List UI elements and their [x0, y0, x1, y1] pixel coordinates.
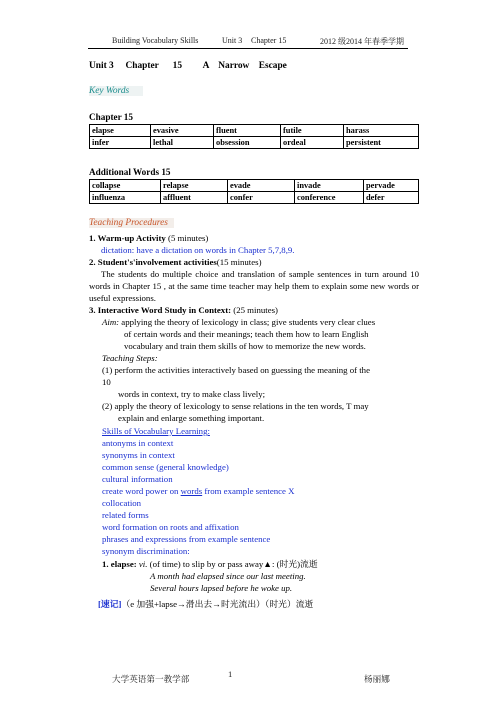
header-chapter: Chapter 15	[251, 36, 287, 45]
word-cell: lethal	[151, 137, 214, 149]
step3-line	[89, 304, 278, 316]
word-cell: futile	[281, 125, 344, 137]
entry-memo	[98, 598, 313, 610]
additional-word-table	[89, 179, 419, 204]
entry-pos: vi.	[136, 559, 148, 569]
skill-item: common sense (general knowledge)	[102, 462, 229, 472]
table-row	[90, 180, 419, 192]
aim-line	[102, 316, 375, 328]
unit-title: Unit 3 Chapter 15 A Narrow Escape	[89, 61, 287, 71]
word-cell: conference	[295, 192, 364, 204]
skill-item: cultural information	[102, 474, 173, 484]
skill-item: antonyms in context	[102, 438, 174, 448]
entry-definition	[102, 558, 318, 570]
teaching-step-1-cont2: words in context, try to make class lively;	[118, 389, 266, 399]
word-cell: collapse	[90, 180, 161, 192]
footer-author: 杨丽娜	[364, 674, 390, 684]
skill-item: collocation	[102, 498, 142, 508]
word-cell: fluent	[214, 125, 281, 137]
step3-title: 3. Interactive Word Study in Context:	[89, 305, 232, 315]
word-cell: influenza	[90, 192, 161, 204]
chapter15-heading: Chapter 15	[89, 112, 133, 122]
word-cell: relapse	[161, 180, 228, 192]
chapter15-word-table	[89, 124, 419, 149]
step1-title: 1. Warm-up Activity	[89, 233, 166, 243]
header-book: Building Vocabulary Skills	[112, 36, 199, 45]
entry-example-2: Several hours lapsed before he woke up.	[150, 583, 293, 593]
step2-line	[89, 256, 262, 268]
entry-def: (of time) to slip by or pass away▲: (时光)流逝	[147, 559, 318, 569]
teaching-procedures-heading: Teaching Procedures	[89, 218, 174, 228]
aim-text: applying the theory of lexicology in class; give students very clear clues	[119, 317, 376, 327]
additional-words-heading: Additional Words 15	[89, 167, 171, 177]
teaching-step-1: (1) perform the activities interactively based on guessing the meaning of the	[102, 365, 370, 375]
word-cell: harass	[344, 125, 419, 137]
skill-item: synonyms in context	[102, 450, 175, 460]
skill-text: create word power on	[102, 486, 181, 496]
memo-text: （e 加强+lapse→滑出去→时光流出）（时光）流逝	[121, 599, 314, 609]
table-row	[90, 125, 419, 137]
step3-time: (25 minutes)	[231, 305, 278, 315]
word-cell: infer	[90, 137, 151, 149]
word-cell: confer	[228, 192, 295, 204]
skills-heading: Skills of Vocabulary Learning:	[102, 426, 210, 436]
word-cell: persistent	[344, 137, 419, 149]
teaching-step-2-cont: explain and enlarge something important.	[118, 413, 265, 423]
entry-example-1: A month had elapsed since our last meeting.	[150, 571, 306, 581]
word-cell: pervade	[364, 180, 419, 192]
skill-item: phrases and expressions from example sentence	[102, 534, 271, 544]
header-unit: Unit 3	[222, 36, 243, 45]
header-term: 2012 级2014 年春季学期	[320, 37, 404, 46]
word-cell: ordeal	[281, 137, 344, 149]
skill-item: related forms	[102, 510, 149, 520]
header-rule	[88, 48, 408, 49]
word-cell: defer	[364, 192, 419, 204]
skill-item: synonym discrimination:	[102, 546, 190, 556]
skill-text: from example sentence X	[202, 486, 295, 496]
word-cell: obsession	[214, 137, 281, 149]
step2-detail: The students do multiple choice and translation of sample sentences in turn around 10 words in Chapter 15 , at the same time teacher may help them to explain some new words or useful expressions.	[89, 269, 419, 303]
aim-line-3: vocabulary and train them skills of how to memorize the new words.	[124, 341, 366, 351]
step1-line	[89, 232, 208, 244]
aim-label: Aim:	[102, 317, 120, 327]
skill-underlined-word: words	[180, 486, 203, 496]
word-cell: elapse	[90, 125, 151, 137]
teaching-step-2: (2) apply the theory of lexicology to sense relations in the ten words, T may	[102, 401, 369, 411]
aim-line-2: of certain words and their meanings; teach them how to learn English	[124, 329, 369, 339]
table-row	[90, 192, 419, 204]
page-number: 1	[228, 669, 233, 679]
step2-title: 2. Student's'involvement activities	[89, 257, 217, 267]
teaching-steps-label: Teaching Steps:	[102, 353, 158, 363]
step1-time: (5 minutes)	[165, 233, 209, 243]
key-words-heading: Key Words	[89, 86, 143, 96]
word-cell: evade	[228, 180, 295, 192]
teaching-step-1-cont: 10	[102, 377, 111, 387]
word-cell: evasive	[151, 125, 214, 137]
skill-item-word-power	[102, 485, 295, 497]
entry-word: 1. elapse:	[102, 559, 137, 569]
skill-item: word formation on roots and affixation	[102, 522, 239, 532]
table-row	[90, 137, 419, 149]
word-cell: invade	[295, 180, 364, 192]
word-cell: affluent	[161, 192, 228, 204]
memo-label: [速记]	[98, 599, 122, 609]
step2-time: (15 minutes)	[216, 257, 262, 267]
step1-detail: dictation: have a dictation on words in Chapter 5,7,8,9.	[101, 245, 295, 255]
footer-department: 大学英语第一教学部	[112, 674, 190, 684]
